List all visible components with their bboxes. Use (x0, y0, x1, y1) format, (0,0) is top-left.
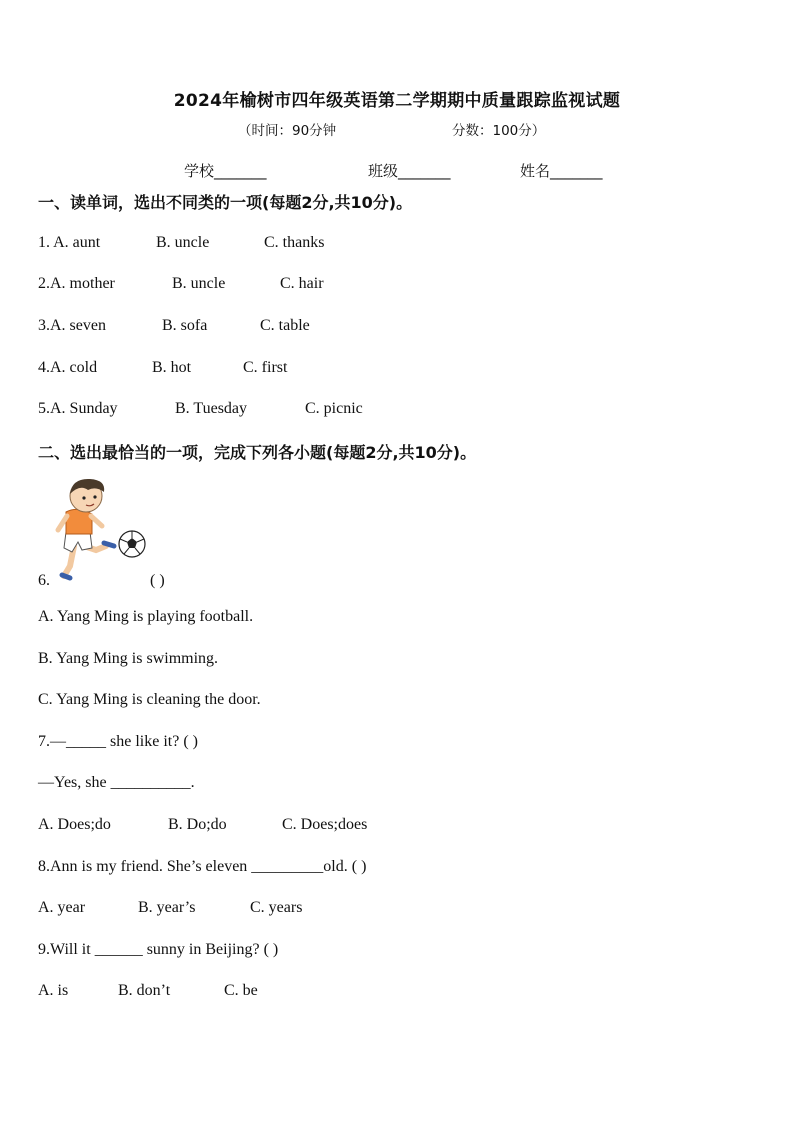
section2-heading: 二、选出最恰当的一项，完成下列各小题(每题2分,共10分)。 (38, 443, 477, 462)
q5-option-b: B. Tuesday (175, 400, 248, 417)
q5-option-c: C. picnic (305, 400, 363, 417)
q8-option-a: A. year (38, 899, 86, 916)
section1-heading: 一、读单词，选出不同类的一项(每题2分,共10分)。 (38, 193, 413, 212)
q2-option-b: B. uncle (172, 275, 226, 292)
q7-option-c: C. Does;does (282, 816, 368, 833)
q7-question: 7.—_____ she like it? ( ) (38, 733, 198, 750)
q2-option-c: C. hair (280, 275, 324, 292)
class-field[interactable]: 班级_______ (368, 162, 451, 180)
q6-option-b: B. Yang Ming is swimming. (38, 650, 219, 667)
q3-option-c: C. table (260, 317, 310, 334)
boy-football-illustration (52, 476, 152, 588)
school-field[interactable]: 学校_______ (184, 162, 267, 180)
question-1 (38, 234, 100, 252)
q4-option-b: B. hot (152, 359, 192, 376)
q6-option-a: A. Yang Ming is playing football. (38, 608, 254, 625)
q8-option-c: C. years (250, 899, 303, 916)
exam-score: 分数：100分） (452, 123, 546, 139)
q6-option-c: C. Yang Ming is cleaning the door. (38, 691, 261, 708)
q9-question: 9.Will it ______ sunny in Beijing? ( ) (38, 941, 279, 958)
q4-option-c: C. first (243, 359, 288, 376)
q9-option-a: A. is (38, 982, 69, 999)
q2-option-a: 2.A. mother (38, 275, 115, 292)
q1-option-c: C. thanks (264, 234, 325, 251)
exam-time: （时间：90分钟 (238, 123, 337, 139)
page-title: 2024年榆树市四年级英语第二学期期中质量跟踪监视试题 (173, 91, 621, 111)
q5-option-a: 5.A. Sunday (38, 400, 118, 417)
q1-option-b: B. uncle (156, 234, 210, 251)
q4-option-a: 4.A. cold (38, 359, 98, 376)
q1-option-a: 1. A. aunt (38, 234, 101, 251)
q7-response: —Yes, she __________. (38, 774, 195, 791)
q3-option-a: 3.A. seven (38, 317, 106, 334)
q9-option-b: B. don’t (118, 982, 171, 999)
q7-option-a: A. Does;do (38, 816, 111, 833)
name-field[interactable]: 姓名_______ (520, 162, 603, 180)
q7-option-b: B. Do;do (168, 816, 227, 833)
q8-option-b: B. year’s (138, 899, 196, 916)
q3-option-b: B. sofa (162, 317, 208, 334)
q8-question: 8.Ann is my friend. She’s eleven _________old. ( ) (38, 858, 367, 875)
q6-answer-paren[interactable]: ( ) (150, 572, 165, 589)
q9-option-c: C. be (224, 982, 258, 999)
q6-number: 6. (38, 572, 50, 589)
